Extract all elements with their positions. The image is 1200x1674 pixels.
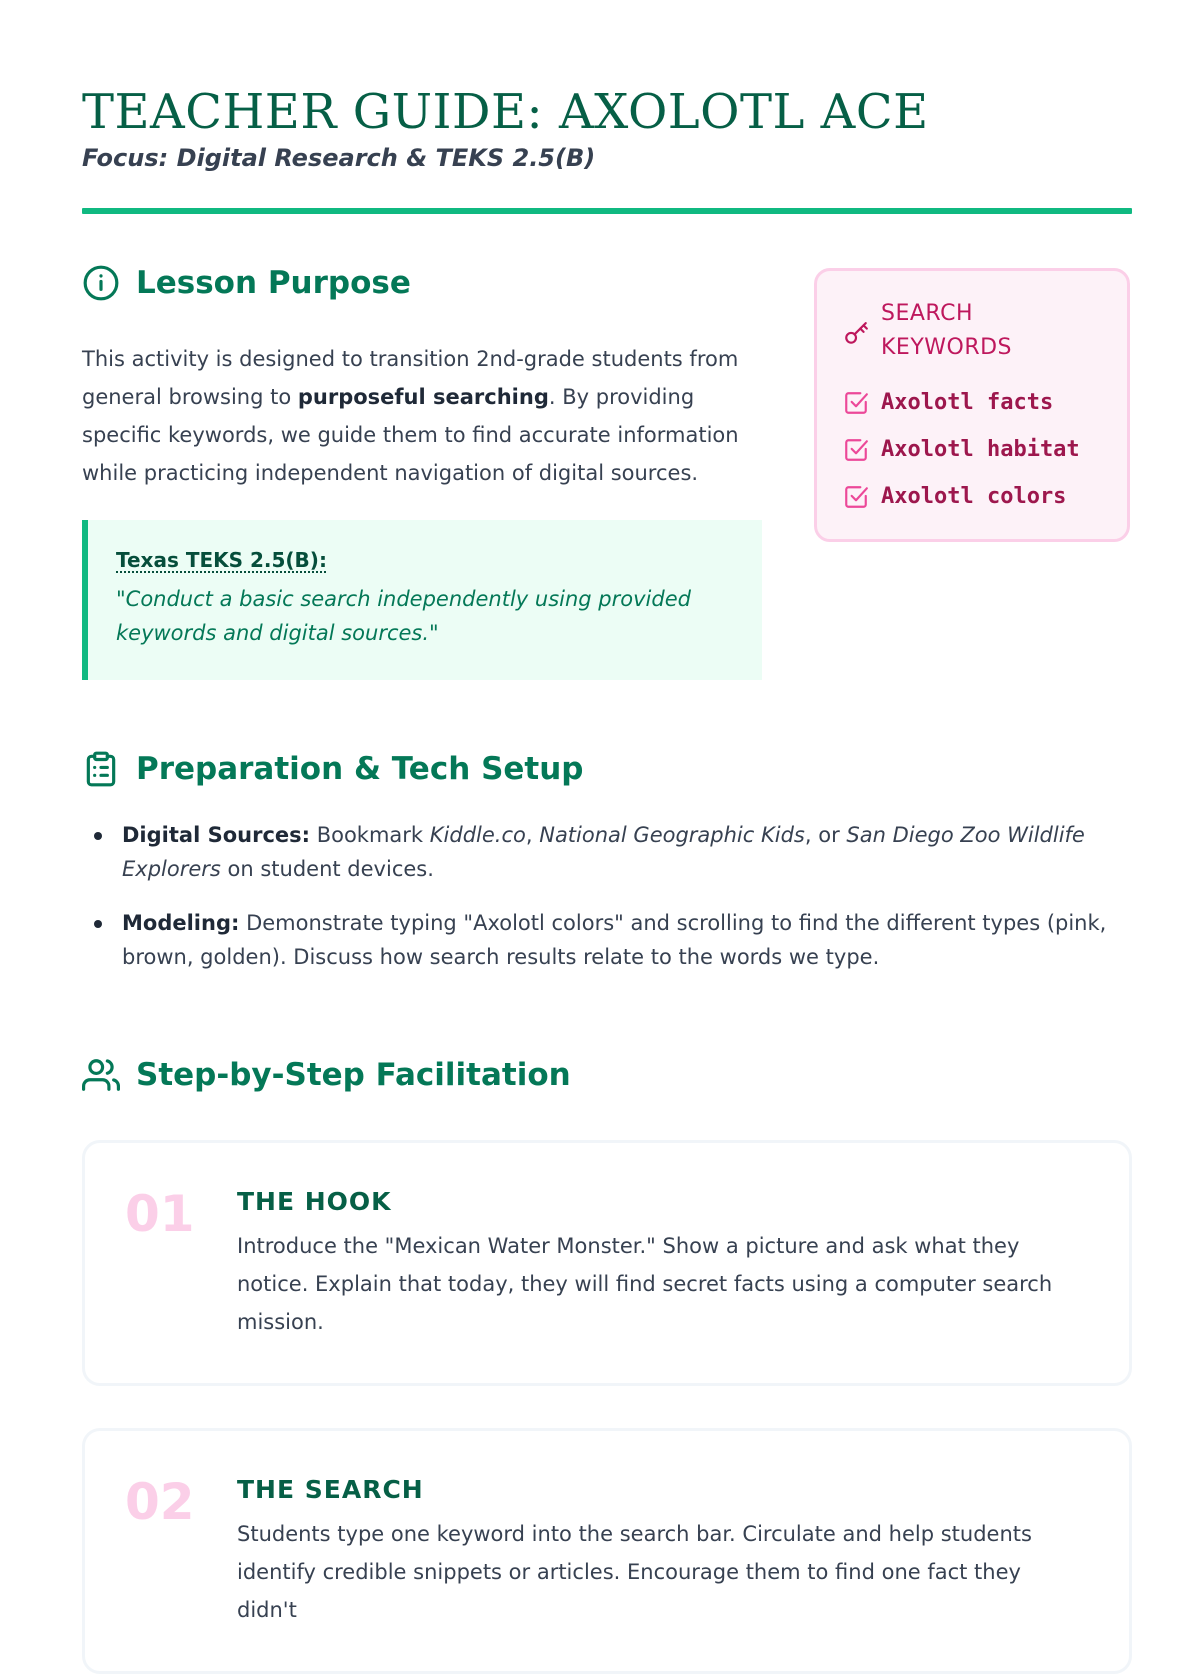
- preparation-list: [82, 818, 1132, 994]
- prep-item-label: Modeling:: [122, 911, 240, 935]
- step-card: [82, 1140, 1132, 1386]
- step-number: 01: [125, 1185, 195, 1243]
- prep-text: on student devices.: [220, 857, 434, 881]
- purpose-text-part: This activity is designed to transition 2nd-grade students from general browsing to: [82, 347, 739, 409]
- step-body: Introduce the "Mexican Water Monster." Show a picture and ask what they notice. Explain that today, they will find secret facts using a computer search mission.: [237, 1234, 1053, 1334]
- prep-text: , or: [804, 823, 847, 847]
- prep-text: Bookmark: [310, 823, 430, 847]
- key-icon: [843, 321, 869, 347]
- keyword-text: Axolotl colors: [881, 484, 1067, 509]
- page-title: TEACHER GUIDE: AXOLOTL ACE: [82, 84, 929, 140]
- source-name: Kiddle.co: [429, 823, 526, 847]
- teks-label: Texas TEKS 2.5(B):: [116, 548, 327, 572]
- keyword-item: [843, 473, 1103, 520]
- step-title: THE SEARCH: [237, 1475, 424, 1504]
- checkbox-checked-icon: [843, 390, 869, 416]
- clipboard-icon: [82, 750, 120, 788]
- step-body: Students type one keyword into the search bar. Circulate and help students identify credible snippets or articles. Encourage them to find one fact they didn't: [237, 1522, 1032, 1622]
- prep-item-label: Digital Sources:: [122, 823, 311, 847]
- page-subtitle: Focus: Digital Research & TEKS 2.5(B): [82, 144, 596, 172]
- checkbox-checked-icon: [843, 437, 869, 463]
- purpose-text-part: . By providing specific keywords, we guide them to find accurate information while practicing independent navigation of digital sources.: [82, 385, 739, 485]
- purpose-text-emphasis: purposeful searching: [297, 385, 549, 409]
- keywords-header: [843, 297, 1103, 365]
- keyword-item: [843, 426, 1103, 473]
- facilitation-title: Step-by-Step Facilitation: [136, 1057, 571, 1093]
- facilitation-heading: [82, 1056, 571, 1094]
- keyword-item: [843, 379, 1103, 426]
- prep-item-digital-sources: [82, 818, 1132, 886]
- keyword-text: Axolotl facts: [881, 390, 1054, 415]
- source-name: San Diego Zoo Wildlife Explorers: [122, 823, 1085, 881]
- preparation-heading: [82, 750, 584, 788]
- keywords-title: SEARCH KEYWORDS: [881, 301, 1013, 360]
- prep-text: Demonstrate typing "Axolotl colors" and scrolling to find the different types (pink, brown, golden). Discuss how search results relate to the words we type.: [122, 911, 1107, 969]
- teks-quote: "Conduct a basic search independently using provided keywords and digital sources.": [116, 587, 691, 645]
- lesson-purpose-text: [82, 340, 762, 492]
- source-name: National Geographic Kids: [539, 823, 805, 847]
- step-card: [82, 1428, 1132, 1674]
- step-title: THE HOOK: [237, 1187, 392, 1216]
- teks-callout: [82, 520, 762, 680]
- users-icon: [82, 1056, 120, 1094]
- keywords-list: [843, 379, 1103, 520]
- teacher-guide-page: [82, 0, 1132, 1622]
- preparation-title: Preparation & Tech Setup: [136, 751, 584, 787]
- header-divider: [82, 208, 1132, 214]
- search-keywords-card: [814, 268, 1130, 542]
- checkbox-checked-icon: [843, 484, 869, 510]
- lesson-purpose-heading: [82, 264, 411, 302]
- lesson-purpose-title: Lesson Purpose: [136, 265, 411, 301]
- info-icon: [82, 264, 120, 302]
- prep-text: ,: [525, 823, 540, 847]
- step-number: 02: [125, 1473, 195, 1531]
- prep-item-modeling: [82, 906, 1132, 974]
- keyword-text: Axolotl habitat: [881, 437, 1080, 462]
